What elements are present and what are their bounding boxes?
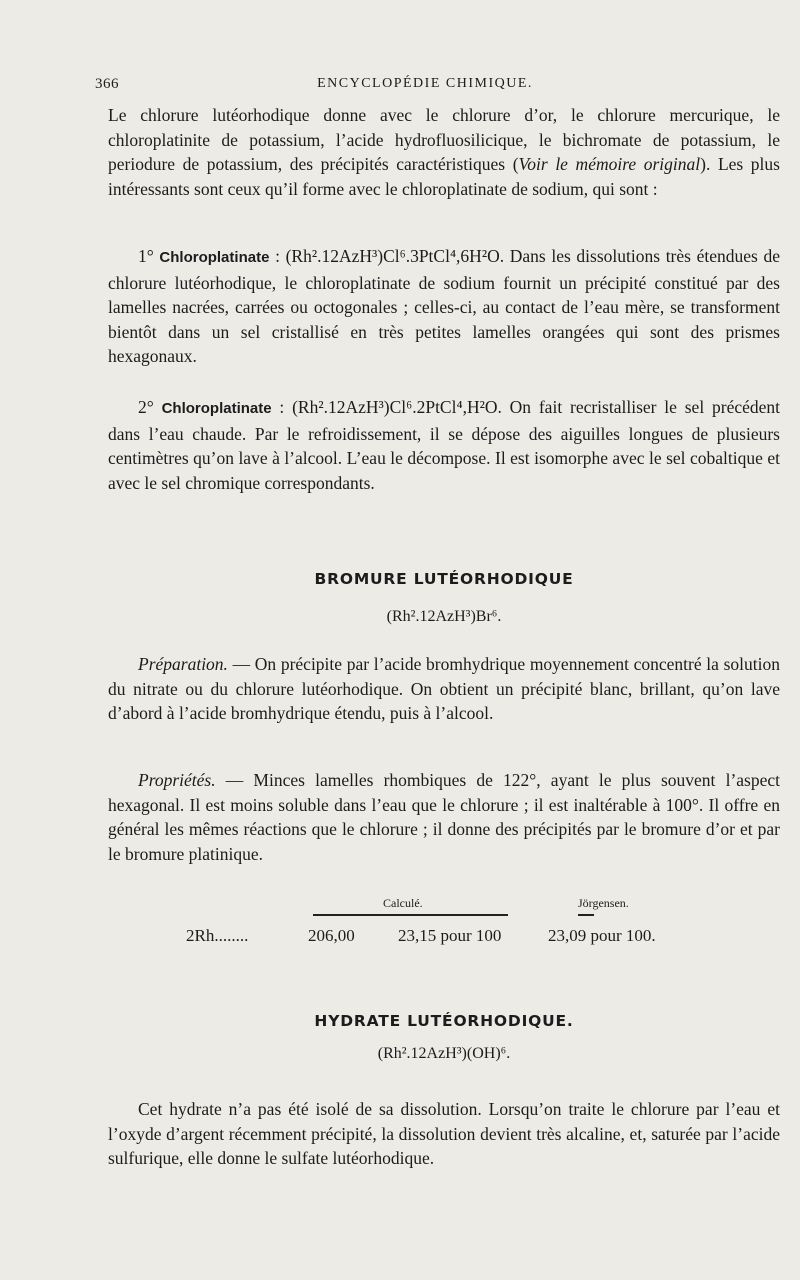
paragraph-proprietes	[108, 768, 780, 866]
formula-hydrate: (Rh².12AzH³)(OH)⁶.	[377, 1045, 511, 1062]
term-chloroplatinate: Chloroplatinate	[161, 400, 272, 417]
paragraph-intro-italic: Voir le mémoire original	[518, 154, 701, 174]
paragraph-intro-end: ). Les plus intéressants sont ceux qu’il forme avec le chloroplatinate de sodium, qui sont :	[108, 154, 780, 199]
paragraph-text: — Minces lamelles rhombiques de 122°, ayant le plus souvent l’aspect hexagonal. Il est moins soluble dans l’eau que le chlorure ; il est inaltérable à 100°. Il offre en général les mêmes réactions que le chlorure ; il donne des précipités par le bromure d’or et par le bromure platinique.	[108, 770, 780, 864]
label-preparation: Préparation.	[138, 654, 228, 674]
label-proprietes: Propriétés.	[138, 770, 216, 790]
table-header-jorgensen: Jörgensen.	[578, 896, 629, 910]
formula-bromure: (Rh².12AzH³)Br⁶.	[386, 608, 502, 625]
item-number: 1°	[138, 246, 160, 266]
section-heading-bromure: BROMURE LUTÉORHODIQUE	[314, 570, 574, 588]
paragraph-chloroplatinate-2	[108, 395, 780, 495]
paragraph-text: : (Rh².12AzH³)Cl⁶.3PtCl⁴,6H²O. Dans les dissolutions très étendues de chlorure lutéorhodique, le chloroplatinate de sodium fournit un précipité constitué par des lamelles nacrées, carrées ou octogonales ; celles-ci, au contact de l’eau mère, se transforment bientôt dans un sel cristallisé en très petites lamelles orangées qui sont des prismes hexagonaux.	[108, 246, 780, 366]
analysis-table	[108, 896, 780, 956]
table-row-calcule: 23,15 pour 100	[398, 926, 502, 945]
table-header-calcule: Calculé.	[383, 896, 423, 910]
paragraph-intro-start: Le chlorure lutéorhodique donne avec le chlorure d’or, le chlorure mercurique, le chloroplatinite de potassium, l’acide hydrofluosilicique, le bichromate de potassium, le periodure de potassium, des précipités caractéristiques (	[108, 105, 780, 174]
table-rule-calcule	[313, 914, 508, 916]
paragraph-chloroplatinate-1	[108, 244, 780, 369]
table-row-value: 206,00	[308, 926, 355, 945]
page-header	[95, 76, 755, 98]
paragraph-intro	[108, 103, 780, 201]
paragraph-hydrate: Cet hydrate n’a pas été isolé de sa dissolution. Lorsqu’on traite le chlorure par l’eau et l’oxyde d’argent récemment précipité, la dissolution devient très alcaline, et, saturée par l’acide sulfurique, elle donne le sulfate lutéorhodique.	[108, 1099, 780, 1168]
table-row-label: 2Rh........	[186, 926, 249, 945]
table-row-jorgensen: 23,09 pour 100.	[548, 926, 656, 945]
term-chloroplatinate: Chloroplatinate	[159, 249, 270, 266]
section-heading-hydrate: HYDRATE LUTÉORHODIQUE.	[314, 1012, 574, 1030]
paragraph-text: : (Rh².12AzH³)Cl⁶.2PtCl⁴,H²O. On fait recristalliser le sel précédent dans l’eau chaude. Par le refroidissement, il se dépose des aiguilles longues de plusieurs centimètres qu’on lave à l’alcool. L’eau le décompose. Il est isomorphe avec le sel cobaltique et avec le sel chromique correspondants.	[108, 397, 781, 493]
paragraph-preparation	[108, 652, 780, 726]
table-rule-jorgensen	[578, 914, 594, 916]
running-title: ENCYCLOPÉDIE CHIMIQUE.	[317, 76, 533, 91]
page-number: 366	[95, 76, 119, 92]
item-number: 2°	[138, 397, 162, 417]
paragraph-text: — On précipite par l’acide bromhydrique moyennement concentré la solution du nitrate ou du chlorure lutéorhodique. On obtient un précipité blanc, brillant, qu’on lave d’abord à l’acide bromhydrique étendu, puis à l’alcool.	[108, 654, 780, 723]
